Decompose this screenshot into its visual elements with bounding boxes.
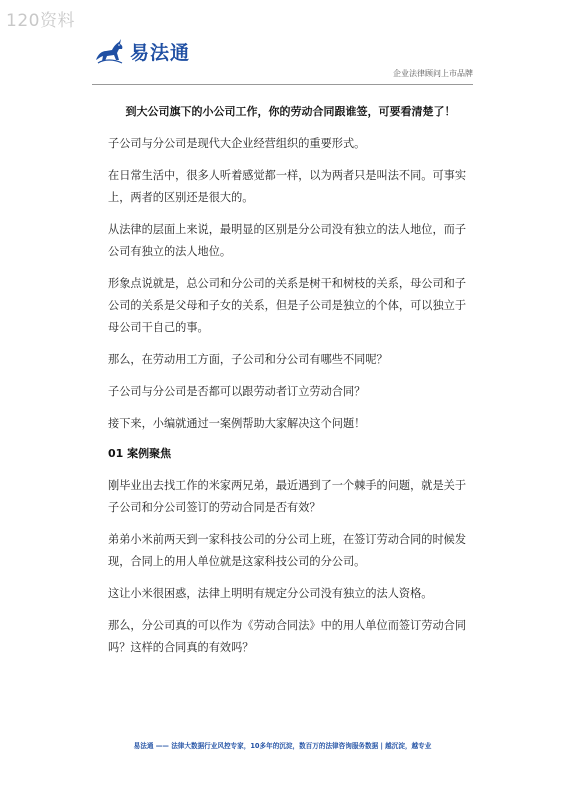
paragraph: 从法律的层面上来说，最明显的区别是分公司没有独立的法人地位，而子公司有独立的法人地位。 bbox=[108, 223, 467, 258]
article-title: 到大公司旗下的小公司工作，你的劳动合同跟谁签，可要看清楚了！ bbox=[125, 105, 456, 118]
paragraph: 刚毕业出去找工作的米家两兄弟，最近遇到了一个棘手的问题，就是关于子公司和分公司签订的劳动合同是否有效？ bbox=[108, 479, 467, 514]
paragraph: 接下来，小编就通过一案例帮助大家解决这个问题！ bbox=[108, 417, 366, 430]
paragraph: 弟弟小米前两天到一家科技公司的分公司上班，在签订劳动合同的时候发现，合同上的用人单位就是这家科技公司的分公司。 bbox=[108, 533, 467, 568]
article-body bbox=[108, 103, 473, 669]
paragraph: 子公司与分公司是现代大企业经营组织的重要形式。 bbox=[108, 137, 366, 150]
page-footer: 易法通 —— 法律大数据行业风控专家，10多年的沉淀，数百万的法律咨询服务数据 | 越沉淀，越专业 bbox=[133, 742, 432, 750]
header-divider bbox=[92, 84, 473, 85]
section-heading: 01 案例聚焦 bbox=[108, 447, 172, 460]
paragraph: 那么，分公司真的可以作为《劳动合同法》中的用人单位而签订劳动合同吗？这样的合同真的有效吗？ bbox=[108, 619, 467, 654]
paragraph: 那么，在劳动用工方面，子公司和分公司有哪些不同呢？ bbox=[108, 353, 388, 366]
brand-logo bbox=[92, 36, 190, 66]
paragraph: 形象点说就是，总公司和分公司的关系是树干和树枝的关系，母公司和子公司的关系是父母和子女的关系，但是子公司是独立的个体，可以独立于母公司干自己的事。 bbox=[108, 277, 467, 334]
paragraph: 子公司与分公司是否都可以跟劳动者订立劳动合同？ bbox=[108, 385, 366, 398]
paragraph: 在日常生活中，很多人听着感觉都一样，以为两者只是叫法不同。可事实上，两者的区别还是很大的。 bbox=[108, 169, 467, 204]
watermark-text: 120资料 bbox=[6, 11, 75, 31]
header-tagline: 企业法律顾问上市品牌 bbox=[393, 69, 473, 78]
logo-text: 易法通 bbox=[130, 41, 191, 64]
unicorn-logo-icon bbox=[92, 36, 126, 66]
paragraph: 这让小米很困惑，法律上明明有规定分公司没有独立的法人资格。 bbox=[108, 587, 433, 600]
